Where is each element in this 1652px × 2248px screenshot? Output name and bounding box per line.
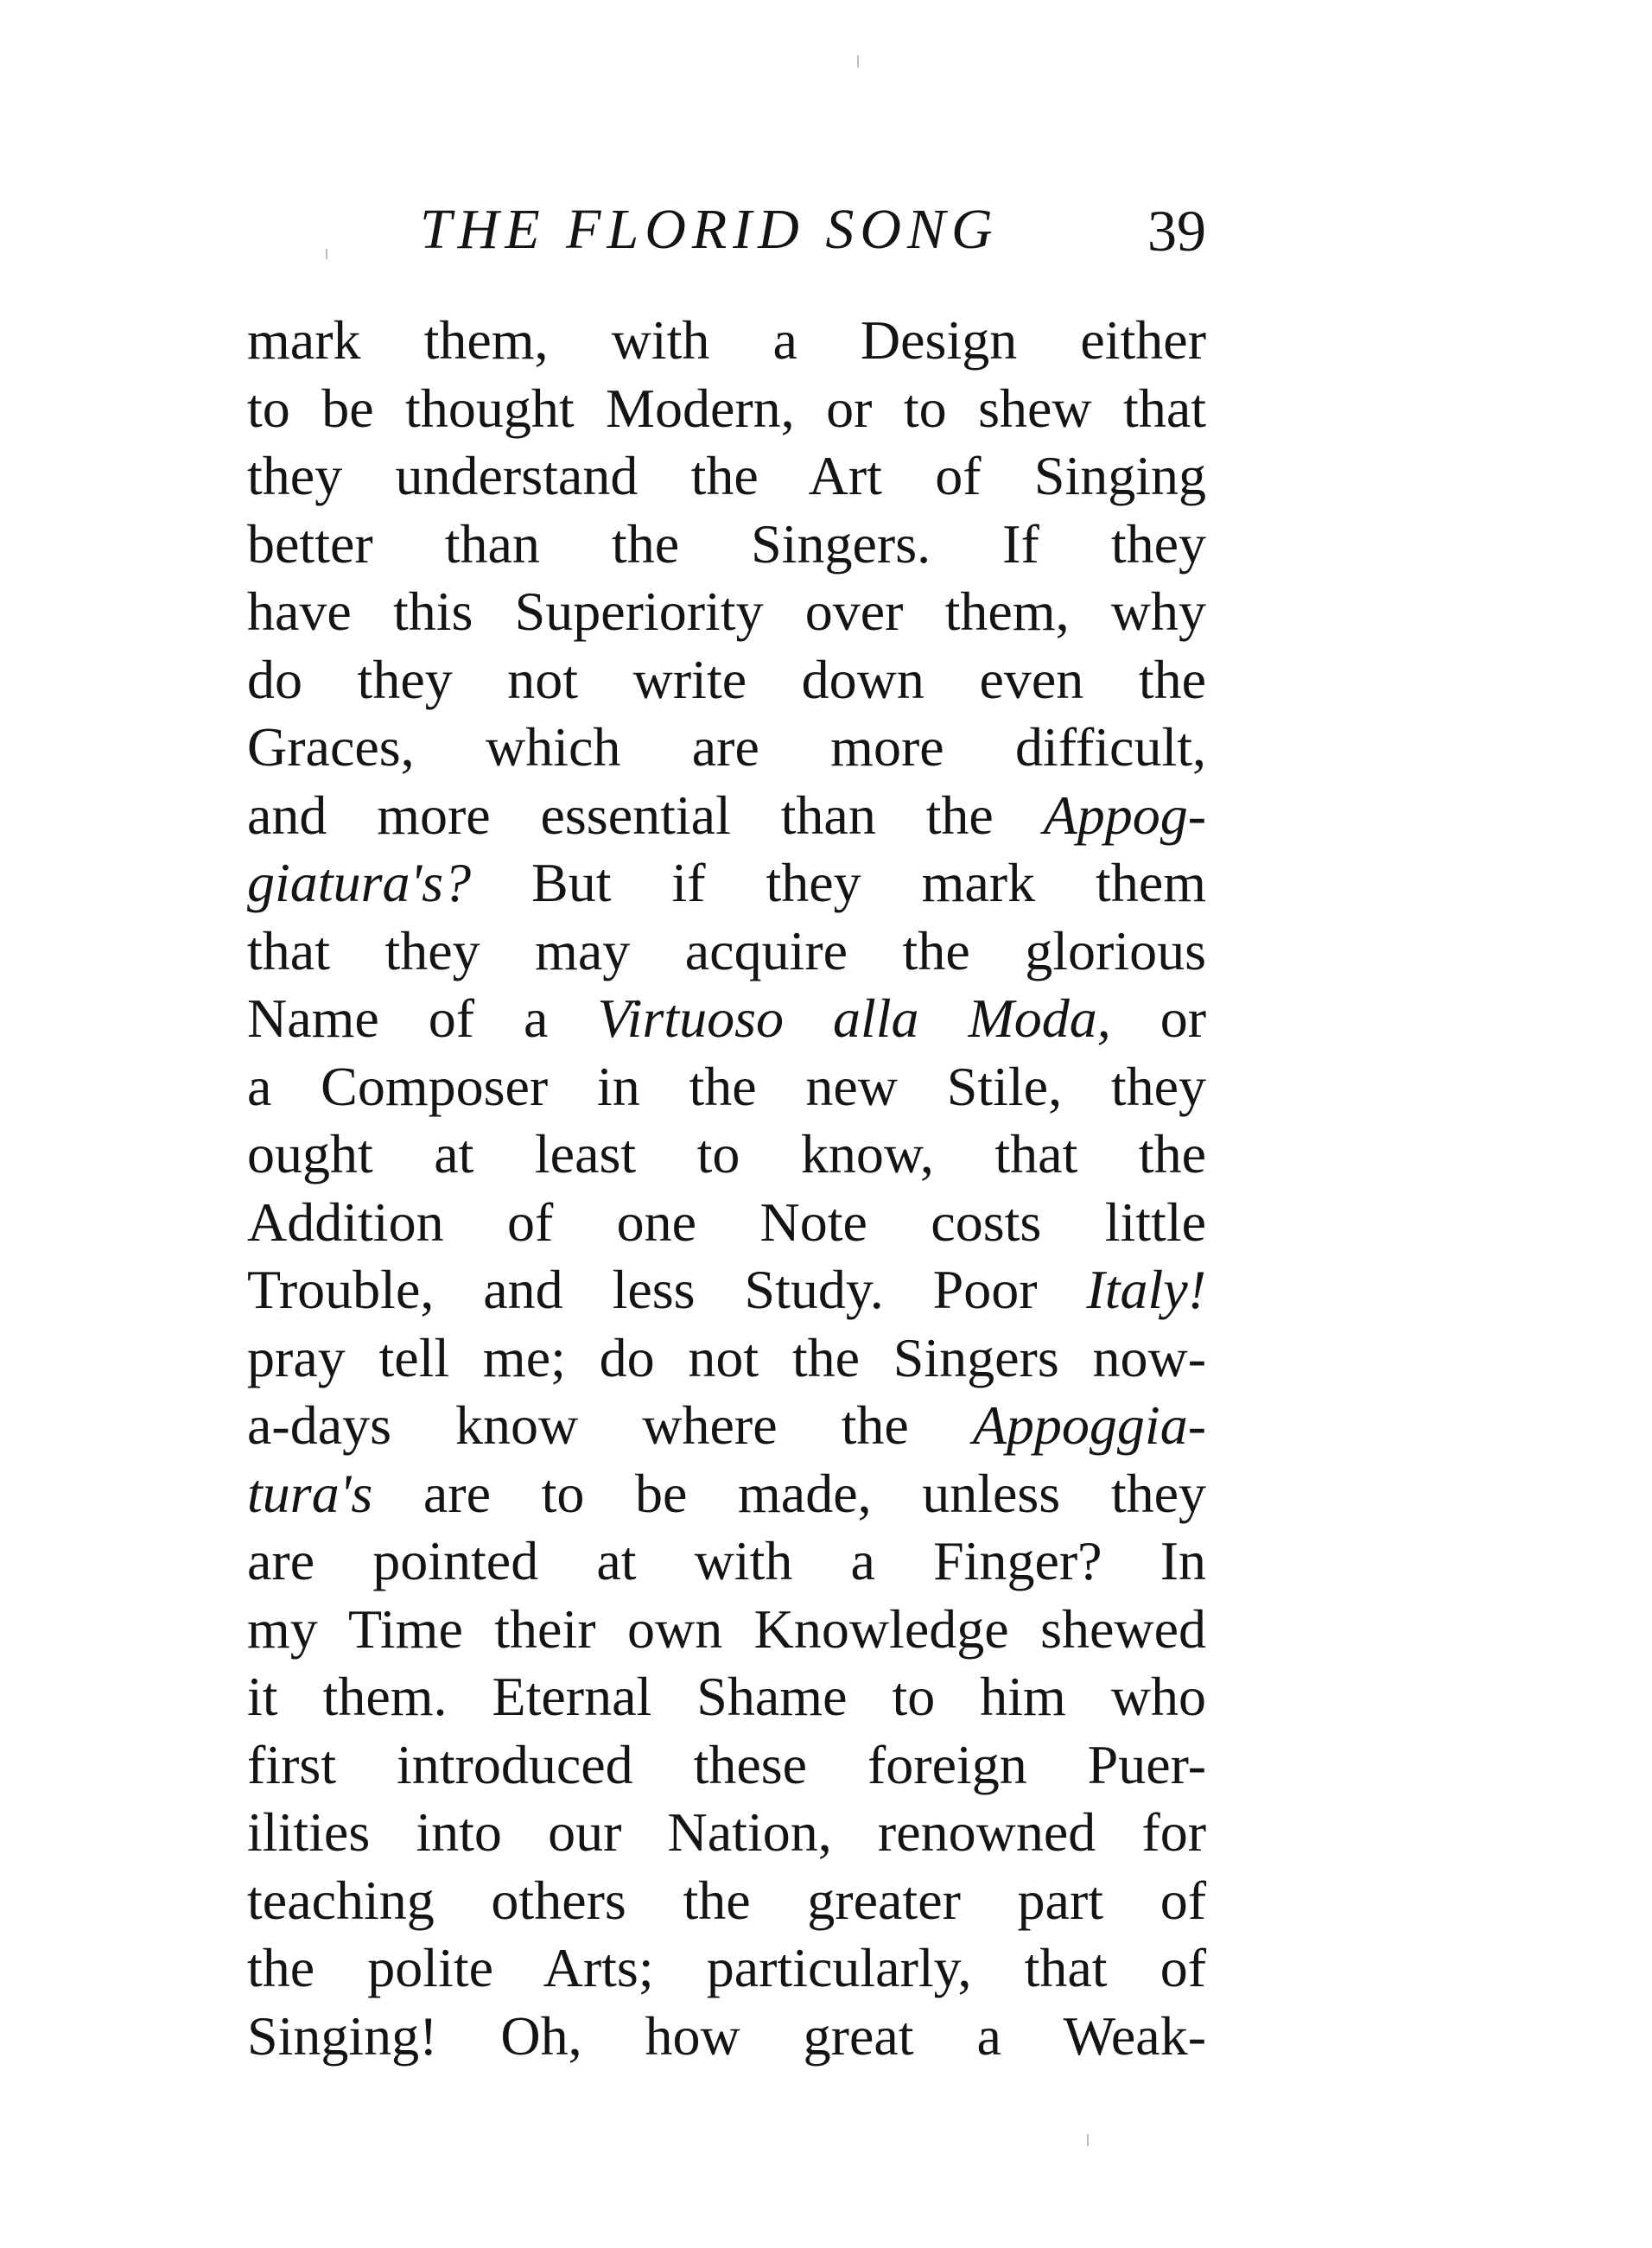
- text-run: have this Superiority over them, why: [247, 581, 1206, 642]
- running-title: THE FLORID SONG: [420, 198, 999, 261]
- scan-speck: [857, 55, 859, 67]
- text-line: [247, 1256, 1206, 1324]
- text-line: [247, 1053, 1206, 1121]
- text-run: a-days know where the: [247, 1394, 973, 1456]
- body-text: [247, 307, 1206, 2070]
- text-run: my Time their own Knowledge shewed: [247, 1597, 1206, 1660]
- text-run: ilities into our Nation, renowned for: [247, 1801, 1206, 1863]
- text-line: [247, 578, 1206, 646]
- italic-run: tura's: [247, 1462, 373, 1524]
- text-line: [247, 2003, 1206, 2071]
- page-number: 39: [1147, 198, 1206, 264]
- text-run: Addition of one Note costs little: [247, 1191, 1206, 1253]
- italic-run: Italy!: [1086, 1259, 1206, 1320]
- text-run: do they not write down even the: [247, 648, 1206, 710]
- text-run: ought at least to know, that the: [247, 1123, 1206, 1184]
- text-run: are pointed at with a Finger? In: [247, 1530, 1206, 1591]
- text-run: they understand the Art of Singing: [247, 445, 1206, 506]
- text-run: better than the Singers. If they: [247, 512, 1206, 575]
- text-run: to be thought Modern, or to shew that: [247, 377, 1206, 439]
- italic-run: Appoggia-: [972, 1394, 1206, 1456]
- text-line: [247, 1460, 1206, 1528]
- text-run: a Composer in the new Stile, they: [247, 1055, 1206, 1117]
- text-run: mark them, with a Design either: [247, 309, 1206, 371]
- text-run: the polite Arts; particularly, that of: [247, 1937, 1206, 1998]
- text-run: teaching others the greater part of: [247, 1869, 1206, 1931]
- text-line: [247, 1731, 1206, 1800]
- text-line: [247, 307, 1206, 375]
- italic-run: Virtuoso alla Moda,: [597, 987, 1111, 1049]
- text-run: pray tell me; do not the Singers now-: [247, 1326, 1206, 1388]
- text-line: [247, 849, 1206, 918]
- text-run: Singing! Oh, how great a Weak-: [247, 2004, 1206, 2067]
- scan-speck: [326, 249, 327, 259]
- text-line: [247, 1324, 1206, 1393]
- text-run: But if they mark them: [471, 852, 1206, 913]
- text-line: [247, 1121, 1206, 1189]
- text-line: [247, 442, 1206, 511]
- text-run: first introduced these foreign Puer-: [247, 1733, 1206, 1795]
- text-run: that they may acquire the glorious: [247, 919, 1206, 981]
- text-run: and more essential than the: [247, 784, 1044, 846]
- scan-speck: [1087, 2134, 1089, 2146]
- text-line: [247, 1867, 1206, 1935]
- text-line: [247, 1663, 1206, 1731]
- text-line: [247, 1934, 1206, 2003]
- text-line: [247, 1799, 1206, 1867]
- text-run: are to be made, unless they: [372, 1462, 1206, 1524]
- text-line: [247, 714, 1206, 782]
- text-line: [247, 985, 1206, 1053]
- text-run: Name of a: [247, 987, 598, 1049]
- text-line: [247, 918, 1206, 986]
- text-line: [247, 1189, 1206, 1257]
- text-line: [247, 646, 1206, 714]
- text-line: [247, 511, 1206, 579]
- running-head: [247, 197, 1206, 275]
- text-line: [247, 1596, 1206, 1664]
- text-run: it them. Eternal Shame to him who: [247, 1666, 1206, 1727]
- italic-run: giatura's?: [247, 852, 472, 913]
- text-line: [247, 1527, 1206, 1596]
- text-line: [247, 375, 1206, 443]
- text-run: Trouble, and less Study. Poor: [247, 1259, 1087, 1320]
- text-line: [247, 1392, 1206, 1460]
- text-run: or: [1110, 987, 1207, 1049]
- text-run: Graces, which are more difficult,: [247, 716, 1206, 778]
- text-line: [247, 782, 1206, 850]
- italic-run: Appog-: [1043, 784, 1206, 846]
